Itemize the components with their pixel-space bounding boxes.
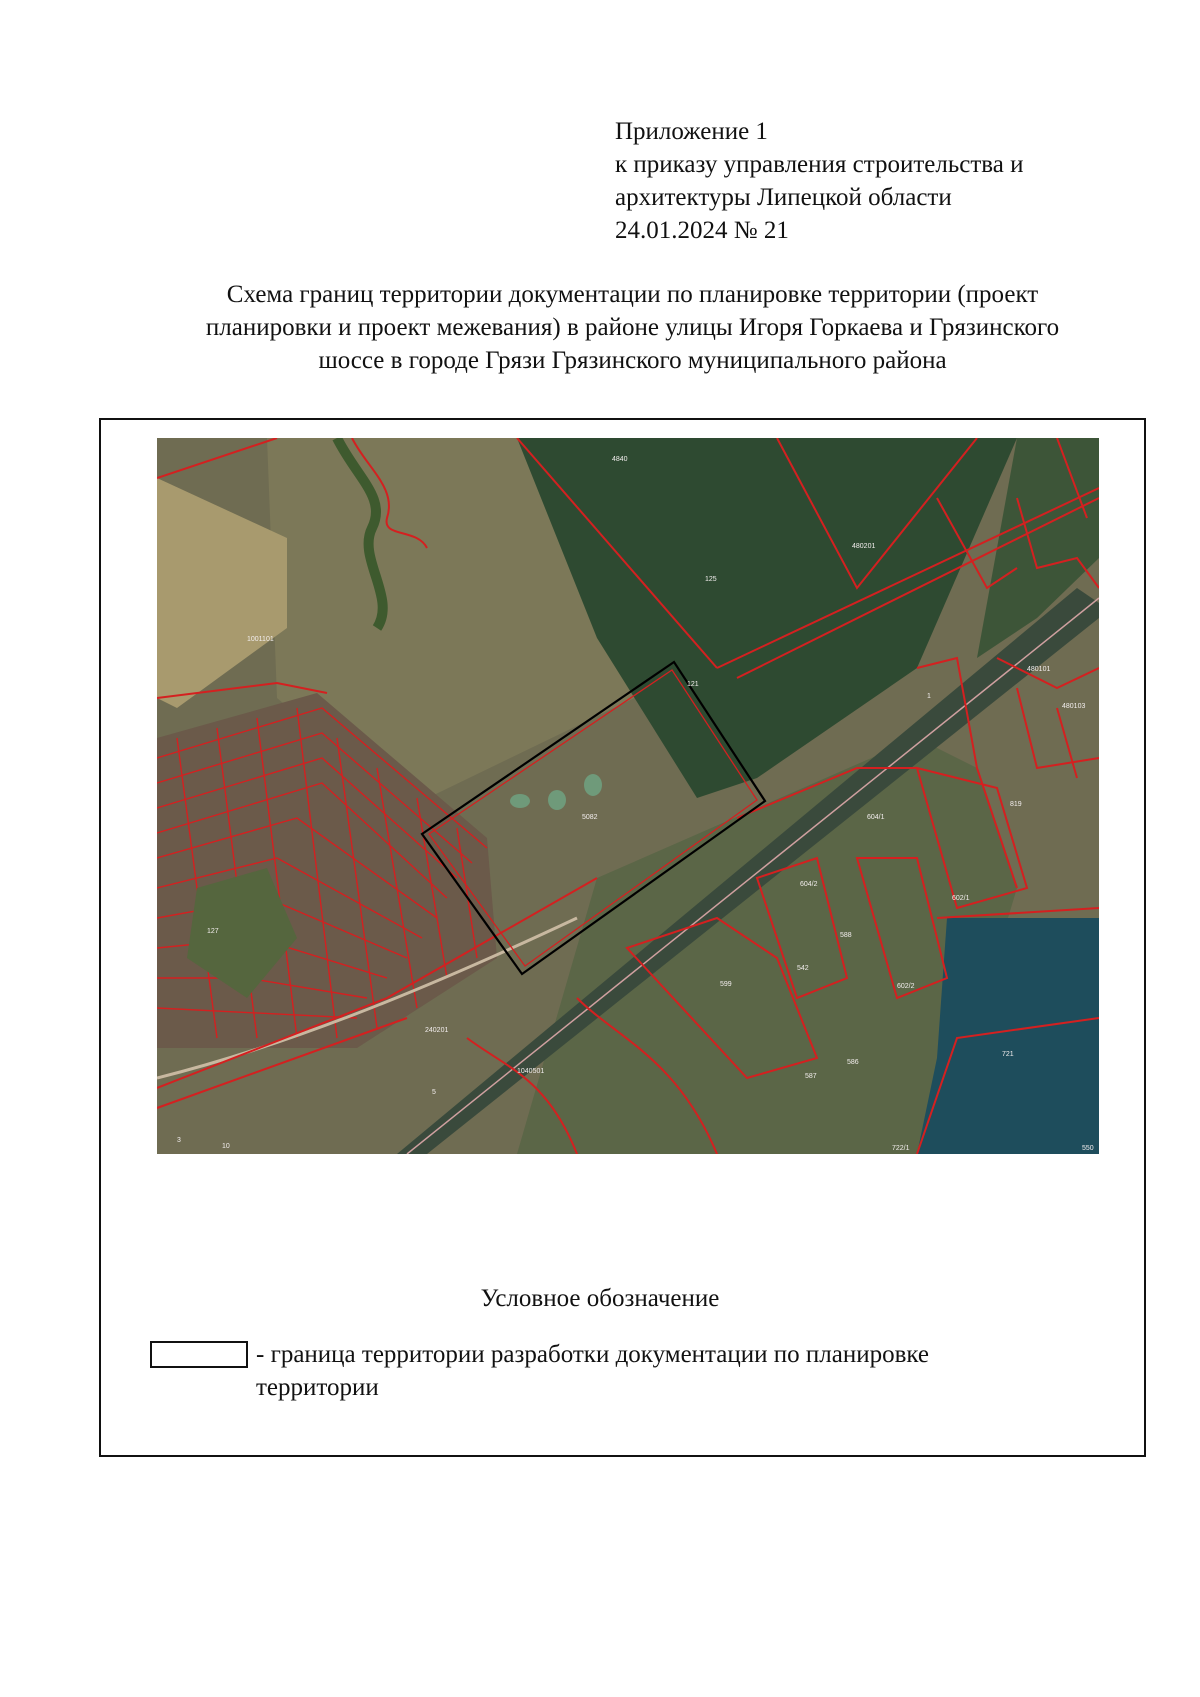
parcel-label: 542 bbox=[797, 965, 809, 972]
parcel-label: 125 bbox=[705, 576, 717, 583]
parcel-label: 121 bbox=[687, 681, 699, 688]
appendix-number: Приложение 1 bbox=[615, 118, 768, 145]
pond bbox=[510, 794, 530, 808]
appendix-order-line: к приказу управления строительства и bbox=[615, 151, 1024, 178]
parcel-label: 722/1 bbox=[892, 1145, 910, 1152]
parcel-label: 127 bbox=[207, 928, 219, 935]
parcel-label: 599 bbox=[720, 981, 732, 988]
legend-text-line-1: - граница территории разработки документации по планировке bbox=[256, 1341, 930, 1368]
title-line-1: Схема границ территории документации по планировке территории (проект bbox=[226, 281, 1039, 308]
parcel-label: 550 bbox=[1082, 1145, 1094, 1152]
appendix-authority: архитектуры Липецкой области bbox=[615, 184, 952, 211]
parcel-label: 588 bbox=[840, 932, 852, 939]
parcel-label: 5 bbox=[432, 1089, 436, 1096]
parcel-label: 240201 bbox=[425, 1027, 449, 1034]
title-line-3: шоссе в городе Грязи Грязинского муниципального района bbox=[318, 347, 947, 374]
satellite-map bbox=[157, 438, 1099, 1154]
appendix-header bbox=[615, 115, 1023, 247]
document-title bbox=[100, 278, 1165, 377]
parcel-label: 5082 bbox=[582, 814, 598, 821]
pond bbox=[584, 774, 602, 796]
parcel-label: 4840 bbox=[612, 456, 628, 463]
parcel-label: 1001101 bbox=[247, 636, 274, 643]
parcel-label: 3 bbox=[177, 1137, 181, 1144]
parcel-label: 602/2 bbox=[897, 983, 915, 990]
parcel-label: 10 bbox=[222, 1143, 230, 1150]
title-line-2: планировки и проект межевания) в районе улицы Игоря Горкаева и Грязинского bbox=[205, 314, 1060, 341]
pond bbox=[548, 790, 566, 810]
legend-title: Условное обозначение bbox=[480, 1285, 720, 1312]
legend-boundary-swatch bbox=[150, 1341, 248, 1368]
parcel-label: 480101 bbox=[1027, 666, 1051, 673]
appendix-date-number: 24.01.2024 № 21 bbox=[615, 217, 789, 244]
parcel-label: 602/1 bbox=[952, 895, 970, 902]
parcel-label: 604/2 bbox=[800, 881, 818, 888]
parcel-label: 604/1 bbox=[867, 814, 885, 821]
parcel-label: 480201 bbox=[852, 543, 876, 550]
parcel-label: 1040501 bbox=[517, 1068, 545, 1075]
parcel-label: 1 bbox=[927, 693, 931, 700]
parcel-label: 587 bbox=[805, 1073, 817, 1080]
parcel-label: 721 bbox=[1002, 1051, 1014, 1058]
legend-item-text bbox=[256, 1338, 1076, 1404]
parcel-label: 480103 bbox=[1062, 703, 1086, 710]
legend-text-line-2: территории bbox=[256, 1374, 379, 1401]
parcel-label: 819 bbox=[1010, 801, 1022, 808]
parcel-label: 586 bbox=[847, 1059, 859, 1066]
